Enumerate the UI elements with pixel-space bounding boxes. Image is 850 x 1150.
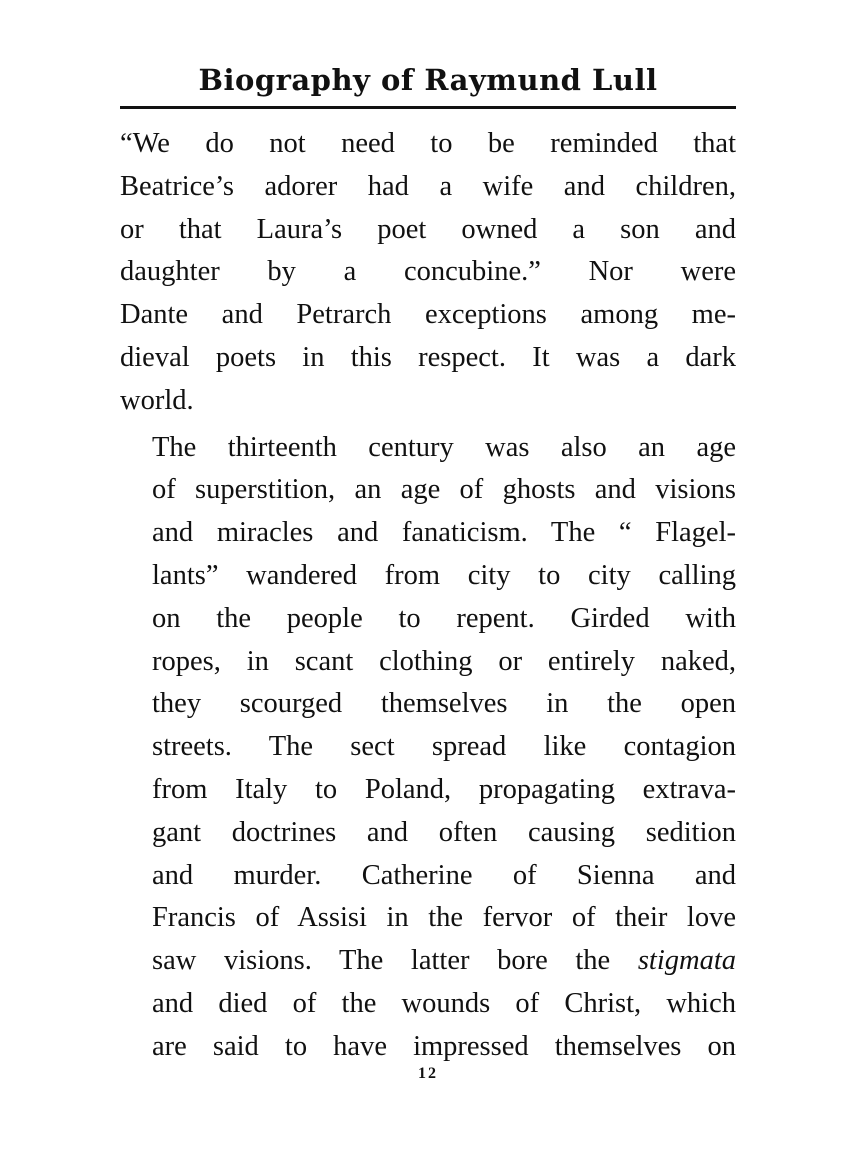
paragraph-2 [120, 427, 736, 1069]
text-line: or that Laura’s poet owned a son and [120, 213, 736, 245]
text-line: “We do not need to be reminded that [120, 128, 736, 159]
text-line: from Italy to Poland, propagating extrava- [152, 773, 736, 805]
text-line: and died of the wounds of Christ, which [152, 987, 736, 1019]
italic-word: stigmata [637, 945, 736, 977]
text-line: of superstition, an age of ghosts and visions [152, 474, 736, 506]
running-head: Biography of Raymund Lull [198, 63, 658, 97]
text-line: Beatrice’s adorer had a wife and children, [120, 170, 736, 202]
text-line: lants” wandered from city to city calling [152, 559, 736, 591]
text-line: gant doctrines and often causing sedition [152, 816, 736, 848]
text-line: Francis of Assisi in the fervor of their love [152, 902, 736, 934]
text-line-with-italic [120, 940, 736, 983]
text-line: and miracles and fanaticism. The “ Flagel- [152, 517, 736, 549]
paragraph-1 [120, 123, 736, 423]
book-page [120, 62, 736, 1082]
text-line: they scourged themselves in the open [152, 688, 736, 720]
header-rule [120, 106, 736, 109]
text-line: are said to have impressed themselves on [152, 1030, 736, 1062]
text-line: dieval poets in this respect. It was a dark [120, 341, 736, 373]
body-text [120, 123, 736, 1069]
text-line: daughter by a concubine.” Nor were [120, 256, 736, 288]
text-line: world. [120, 384, 194, 416]
page-number: 12 [418, 1065, 438, 1082]
text-segment: saw visions. The latter bore the [152, 945, 638, 977]
text-line: and murder. Catherine of Sienna and [152, 859, 736, 891]
text-line: The thirteenth century was also an age [152, 431, 736, 463]
text-line: Dante and Petrarch exceptions among me- [120, 299, 736, 331]
text-line: on the people to repent. Girded with [152, 602, 736, 634]
text-line: streets. The sect spread like contagion [152, 731, 736, 763]
text-line: ropes, in scant clothing or entirely naked, [152, 645, 736, 677]
